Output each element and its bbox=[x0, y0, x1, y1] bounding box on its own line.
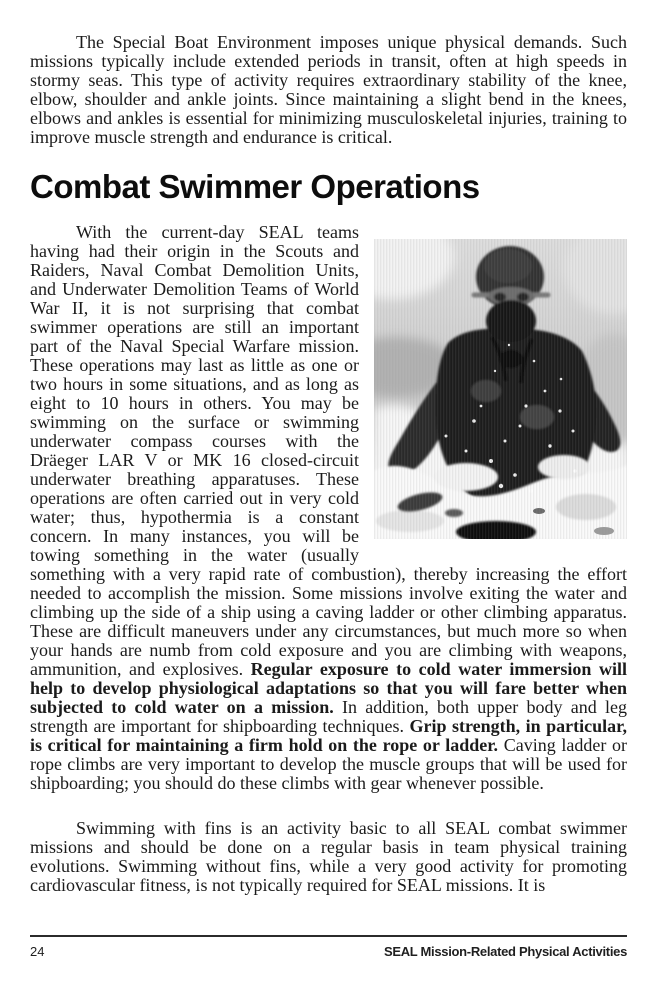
section-heading: Combat Swimmer Operations bbox=[30, 168, 480, 205]
page-footer bbox=[30, 935, 627, 959]
paragraph-special-boat: The Special Boat Environment imposes unique physical demands. Such missions typically include extended periods in transit, often at high speeds in stormy seas. This type of activity requires extraordinary stability of the knee, elbow, shoulder and ankle joints. Since maintaining a slight bend in the knees, elbows and ankles is essential for minimizing musculoskeletal injuries, training to improve muscle strength and endurance is critical. bbox=[30, 32, 627, 147]
footer-running-title: SEAL Mission-Related Physical Activities bbox=[383, 944, 627, 959]
combat-swimmer-photo bbox=[374, 239, 627, 539]
paragraph-combat-swimmer bbox=[30, 223, 627, 793]
paragraph-combat-swimmer-text: With the current-day SEAL teams having had their origin in the Scouts and Raiders, Naval Combat Demolition Units, and Underwater Demolition Teams of World War II, it is not surprising that combat swimmer operations are still an important part of the Naval Special Warfare mission. These operations may last as little as one or two hours in some situations, and as long as eight to 10 hours in others. You may be swimming on the surface or swimming underwater compass courses with the Dräeger LAR V or MK 16 closed-circuit underwater breathing apparatuses. These operations are often carried out in very cold water; thus, hypothermia is a constant concern. In many instances, you will be towing something in the water (usually something with a very rapid rate of combustion), thereby increasing the effort needed to accomplish the mission. Some missions involve exiting the water and climbing up the side of a ship using a caving ladder or other climbing apparatus. These are difficult maneuvers under any circumstances, but much more so when your hands are numb from cold exposure and you are climbing with weapons, ammunition, and explosives. Regular exposure to cold water immersion will help to develop physiological adaptations so that you will fare better when subjected to cold water on a mission. In addition, both upper body and leg strength are important for shipboarding techniques. Grip strength, in particular, is critical for maintaining a firm hold on the rope or ladder. Caving ladder or rope climbs are very important to develop the muscle groups that will be used for shipboarding; you should do these climbs with gear whenever possible. bbox=[30, 222, 628, 793]
page-number: 24 bbox=[30, 944, 45, 959]
paragraph-swimming-fins: Swimming with fins is an activity basic to all SEAL combat swimmer missions and should be done on a regular basis in team physical training evolutions. Swimming without fins, while a very good activity for promoting cardiovascular fitness, is not typically required for SEAL missions. It is bbox=[30, 818, 627, 895]
